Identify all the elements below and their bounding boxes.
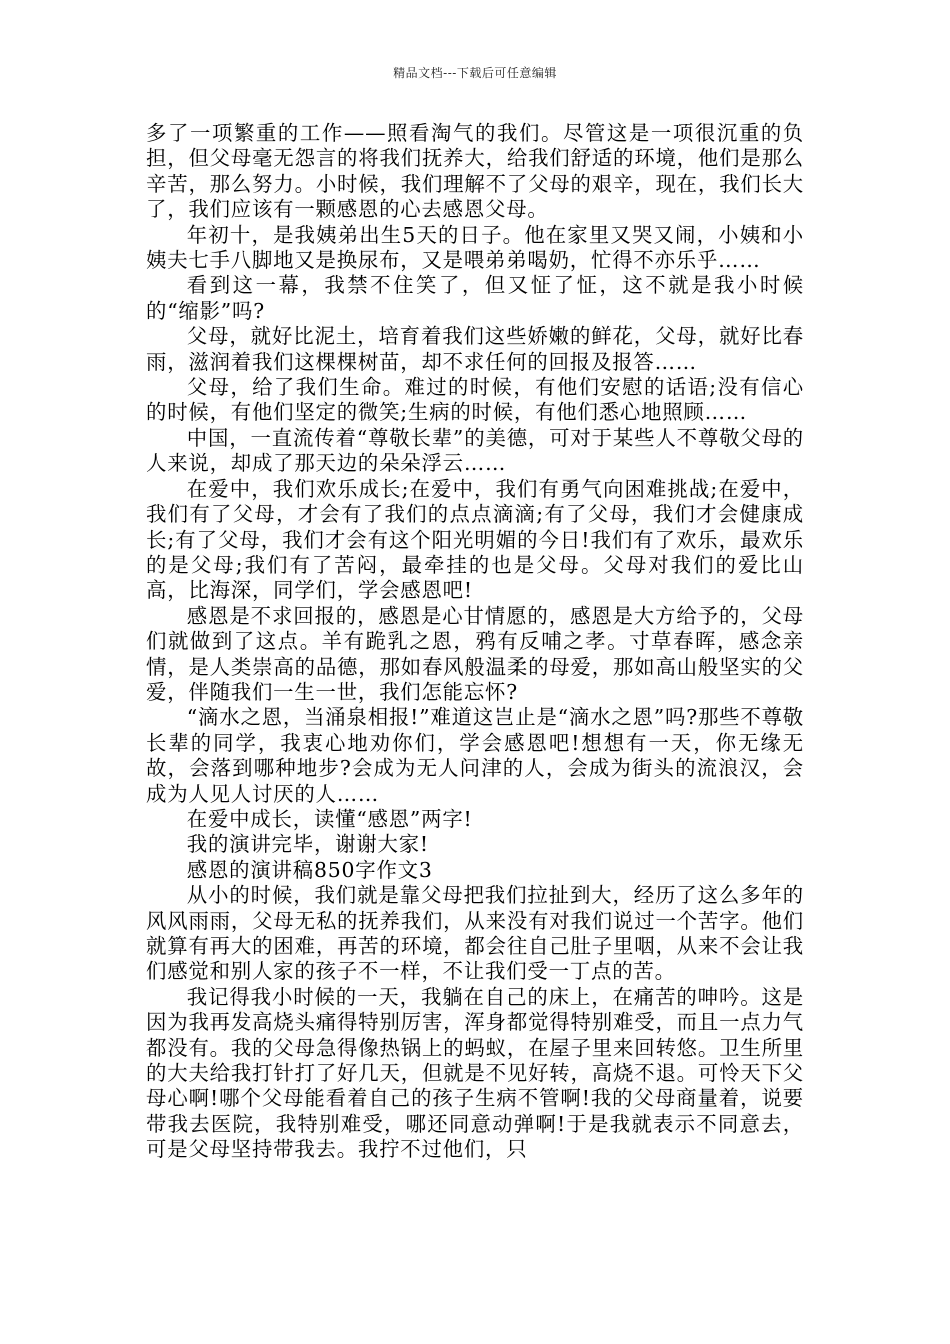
paragraph: 在爱中成长，读懂“感恩”两字!: [186, 806, 473, 831]
paragraph: 看到这一幕，我禁不住笑了，但又怔了怔，这不就是我小时候的“缩影”吗?: [146, 273, 804, 323]
paragraph: 从小的时候，我们就是靠父母把我们拉扯到大，经历了这么多年的风风雨雨，父母无私的抚养我们，从来没有对我们说过一个苦字。他们就算有再大的困难，再苦的环境，都会往自己肚子里咽，从来不会让我们感觉和别人家的孩子不一样，不让我们受一丁点的苦。: [146, 883, 804, 984]
paragraph: “滴水之恩，当涌泉相报!”难道这岂止是“滴水之恩”吗?那些不尊敬长辈的同学，我衷心地劝你们，学会感恩吧!想想有一天，你无缘无故，会落到哪种地步?会成为无人问津的人，会成为街头的流浪汉，会成为人见人讨厌的人……: [146, 705, 804, 806]
paragraph: 多了一项繁重的工作——照看淘气的我们。尽管这是一项很沉重的负担，但父母毫无怨言的将我们抚养大，给我们舒适的环境，他们是那么辛苦，那么努力。小时候，我们理解不了父母的艰辛，现在，我们长大了，我们应该有一颗感恩的心去感恩父母。: [146, 121, 804, 222]
section-heading: 感恩的演讲稿850字作文3: [186, 857, 433, 882]
paragraph: 在爱中，我们欢乐成长;在爱中，我们有勇气向困难挑战;在爱中，我们有了父母，才会有了我们的点点滴滴;有了父母，我们才会健康成长;有了父母，我们才会有这个阳光明媚的今日!我们有了欢乐，最欢乐的是父母;我们有了苦闷，最牵挂的也是父母。父母对我们的爱比山高，比海深，同学们，学会感恩吧!: [146, 476, 804, 603]
paragraph: 父母，就好比泥土，培育着我们这些娇嫩的鲜花，父母，就好比春雨，滋润着我们这棵棵树苗，却不求任何的回报及报答……: [146, 324, 804, 374]
document-body: [146, 121, 804, 1163]
paragraph: 我记得我小时候的一天，我躺在自己的床上，在痛苦的呻吟。这是因为我再发高烧头痛得特别厉害，浑身都觉得特别难受，而且一点力气都没有。我的父母急得像热锅上的蚂蚁，在屋子里来回转悠。卫生所里的大夫给我打针打了好几天，但就是不见好转，高烧不退。可怜天下父母心啊!哪个父母能看着自己的孩子生病不管啊!我的父母商量着，说要带我去医院，我特别难受，哪还同意动弹啊!于是我就表示不同意去，可是父母坚持带我去。我拧不过他们，只: [146, 984, 804, 1162]
paragraph: 中国，一直流传着“尊敬长辈”的美德，可对于某些人不尊敬父母的人来说，却成了那天边的朵朵浮云……: [146, 425, 804, 476]
paragraph: 年初十，是我姨弟出生5天的日子。他在家里又哭又闹，小姨和小姨夫七手八脚地又是换尿布，又是喂弟弟喝奶，忙得不亦乐乎……: [146, 222, 804, 273]
page-header: 精品文档---下载后可任意编辑: [393, 66, 557, 80]
paragraph: 感恩是不求回报的，感恩是心甘情愿的，感恩是大方给予的，父母们就做到了这点。羊有跪乳之恩，鸦有反哺之孝。寸草春晖，感念亲情，是人类崇高的品德，那如春风般温柔的母爱，那如高山般坚实的父爱，伴随我们一生一世，我们怎能忘怀?: [146, 603, 804, 704]
paragraph: 父母，给了我们生命。难过的时候，有他们安慰的话语;没有信心的时候，有他们坚定的微笑;生病的时候，有他们悉心地照顾……: [146, 375, 804, 425]
paragraph: 我的演讲完毕，谢谢大家!: [186, 832, 429, 857]
